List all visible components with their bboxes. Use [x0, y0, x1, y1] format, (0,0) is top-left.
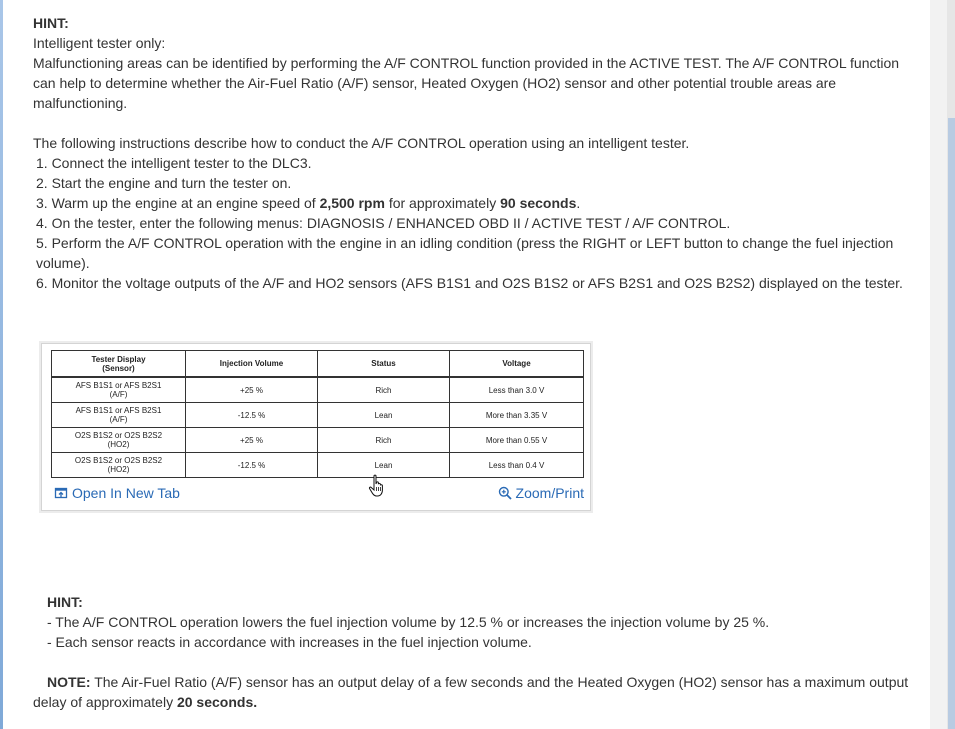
zoom-print-link[interactable] [498, 485, 584, 501]
cell-sensor: O2S B1S2 or O2S B2S2 (HO2) [52, 453, 186, 478]
delay-value: 20 seconds. [176, 694, 258, 710]
header-injection-volume: Injection Volume [186, 351, 318, 378]
cell-sensor: AFS B1S1 or AFS B2S1 (A/F) [52, 377, 186, 403]
table-figure [41, 343, 591, 511]
step-6: 6. Monitor the voltage outputs of the A/F and HO2 sensors (AFS B1S1 and O2S B1S2 or AFS B2S1 and O2S B2S2) displayed on the tester. [36, 275, 903, 291]
cell-sensor: AFS B1S1 or AFS B2S1 (A/F) [52, 403, 186, 428]
step-4: 4. On the tester, enter the following menus: DIAGNOSIS / ENHANCED OBD II / ACTIVE TEST / A/F CONTROL. [36, 215, 731, 231]
header-voltage: Voltage [450, 351, 584, 378]
engine-speed-value: 2,500 rpm [319, 195, 385, 211]
hint2-item-1: - The A/F CONTROL operation lowers the fuel injection volume by 12.5 % or increases the injection volume by 25 %. [47, 614, 770, 630]
cell-voltage: Less than 0.4 V [450, 453, 584, 478]
duration-value: 90 seconds [500, 195, 577, 211]
cell-injection: -12.5 % [186, 403, 318, 428]
open-in-new-tab-link[interactable] [54, 485, 180, 501]
tester-only-note: Intelligent tester only: [33, 35, 166, 51]
step-5: 5. Perform the A/F CONTROL operation with the engine in an idling condition (press the RIGHT or LEFT button to change the fuel injection volume). [36, 235, 894, 271]
cell-injection: -12.5 % [186, 453, 318, 478]
header-status: Status [318, 351, 450, 378]
cell-status: Lean [318, 403, 450, 428]
cell-status: Lean [318, 453, 450, 478]
cell-voltage: More than 3.35 V [450, 403, 584, 428]
table-row [52, 453, 584, 478]
step-1: 1. Connect the intelligent tester to the DLC3. [36, 155, 312, 171]
scrollbar[interactable] [930, 0, 955, 729]
hint2-item-2: - Each sensor reacts in accordance with increases in the fuel injection volume. [47, 634, 532, 650]
table-row [52, 377, 584, 403]
window-edge [0, 0, 3, 729]
scroll-thumb[interactable] [948, 118, 955, 729]
open-new-tab-icon [54, 486, 68, 500]
table-row [52, 403, 584, 428]
cell-status: Rich [318, 377, 450, 403]
lower-notes [33, 592, 913, 712]
note-paragraph: NOTE: The Air-Fuel Ratio (A/F) sensor has an output delay of a few seconds and the Heated Oxygen (HO2) sensor has a maximum output delay of approximately 20 seconds. [33, 674, 909, 710]
cell-status: Rich [318, 428, 450, 453]
table-row [52, 428, 584, 453]
cell-injection: +25 % [186, 377, 318, 403]
open-in-new-tab-label[interactable]: Open In New Tab [72, 485, 180, 501]
cell-voltage: More than 0.55 V [450, 428, 584, 453]
cell-voltage: Less than 3.0 V [450, 377, 584, 403]
article-body [33, 13, 913, 293]
hint-heading: HINT: [33, 15, 69, 31]
step-2: 2. Start the engine and turn the tester on. [36, 175, 292, 191]
instructions-lead: The following instructions describe how to conduct the A/F CONTROL operation using an intelligent tester. [33, 135, 690, 151]
header-tester-display: Tester Display (Sensor) [52, 351, 186, 378]
intro-paragraph: Malfunctioning areas can be identified by performing the A/F CONTROL function provided in the ACTIVE TEST. The A/F CONTROL function can help to determine whether the Air-Fuel Ratio (A/F) sensor, Heated Oxygen (HO2) sensor and other potential trouble areas are malfunctioning. [33, 55, 900, 111]
hint2-heading: HINT: [47, 594, 83, 610]
table-header-row [52, 351, 584, 378]
zoom-print-label[interactable]: Zoom/Print [515, 485, 584, 501]
af-control-table [51, 350, 584, 478]
cell-sensor: O2S B1S2 or O2S B2S2 (HO2) [52, 428, 186, 453]
step-3: 3. Warm up the engine at an engine speed of 2,500 rpm for approximately 90 seconds. [36, 195, 581, 211]
hand-cursor-icon [368, 474, 388, 498]
zoom-icon [498, 486, 512, 500]
note-label: NOTE: [47, 674, 91, 690]
cell-injection: +25 % [186, 428, 318, 453]
